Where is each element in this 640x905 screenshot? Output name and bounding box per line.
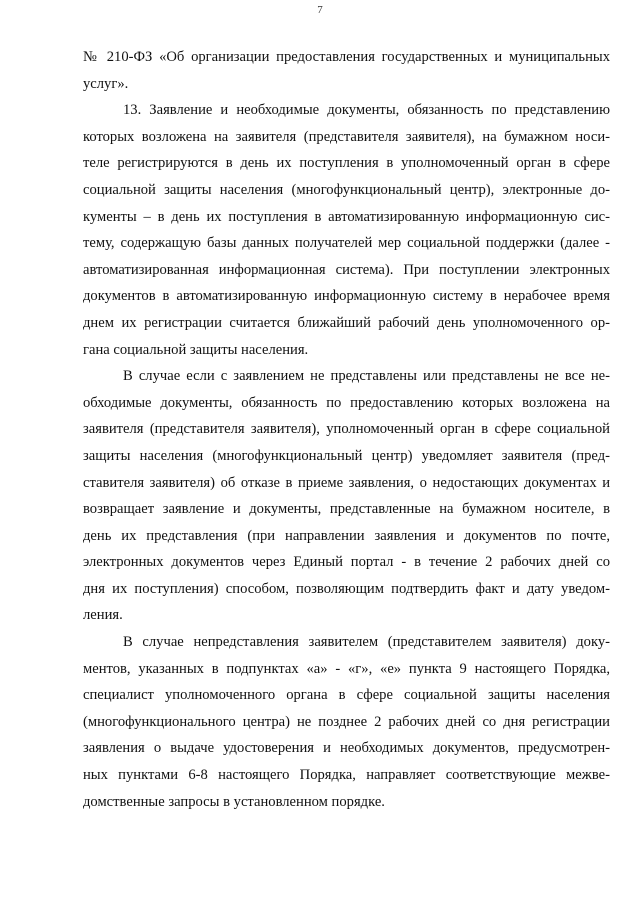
paragraph-interagency-requests xyxy=(83,629,610,815)
paragraph-law-reference xyxy=(83,44,610,97)
text-line: возвращает заявление и документы, представленные на бумажном носителе, в xyxy=(83,501,610,518)
text-line: специалист уполномоченного органа в сфере социальной защиты населения xyxy=(83,687,610,704)
text-line: электронных документов через Единый портал - в течение 2 рабочих дней со xyxy=(83,554,610,571)
page-number: 7 xyxy=(317,4,323,16)
text-line: ментов, указанных в подпунктах «а» - «г», «е» пункта 9 настоящего Порядка, xyxy=(83,660,610,677)
text-line: 13. Заявление и необходимые документы, обязанность по представлению xyxy=(123,102,610,119)
text-line: В случае непредставления заявителем (представителем заявителя) доку- xyxy=(123,634,610,651)
text-line: заявителя (представителя заявителя), уполномоченный орган в сфере социальной xyxy=(83,421,610,438)
paragraph-missing-documents xyxy=(83,363,610,629)
paragraph-item-13 xyxy=(83,97,610,363)
text-line: заявления о выдаче удостоверения и необходимых документов, предусмотрен- xyxy=(83,740,610,757)
text-line: В случае если с заявлением не представлены или представлены не все не- xyxy=(123,368,610,385)
text-line: теле регистрируются в день их поступления в уполномоченный орган в сфере xyxy=(83,155,610,172)
text-line: день их представления (при направлении заявления и документов по почте, xyxy=(83,527,610,544)
text-line: гана социальной защиты населения. xyxy=(83,341,309,358)
text-line: днем их регистрации считается ближайший рабочий день уполномоченного ор- xyxy=(83,314,610,331)
text-line: № 210-ФЗ «Об организации предоставления государственных и муниципальных xyxy=(83,49,610,65)
text-line: тему, содержащую базы данных получателей мер социальной поддержки (далее - xyxy=(83,235,610,252)
text-line: автоматизированная информационная система). При поступлении электронных xyxy=(83,261,610,278)
text-line: ных пунктами 6-8 настоящего Порядка, направляет соответствующие межве- xyxy=(83,767,610,784)
text-line: социальной защиты населения (многофункциональный центр), электронные до- xyxy=(83,181,610,198)
text-line: кументы – в день их поступления в автоматизированную информационную сис- xyxy=(83,208,610,225)
document-body xyxy=(83,44,610,815)
text-line: документов в автоматизированную информационную систему в нерабочее время xyxy=(83,288,610,305)
text-line: дня их поступления) способом, позволяющим подтвердить факт и дату уведом- xyxy=(83,580,610,597)
text-line: обходимые документы, обязанность по предоставлению которых возложена на xyxy=(83,394,610,411)
text-line: домственные запросы в установленном порядке. xyxy=(83,793,385,810)
text-line: ставителя заявителя) об отказе в приеме заявления, о недостающих документах и xyxy=(83,474,610,491)
text-line: ления. xyxy=(83,607,123,624)
text-line: (многофункционального центра) не позднее 2 рабочих дней со дня регистрации xyxy=(83,713,610,730)
text-line: защиты населения (многофункциональный центр) уведомляет заявителя (пред- xyxy=(83,447,610,464)
text-line: которых возложена на заявителя (представителя заявителя), на бумажном носи- xyxy=(83,128,610,145)
text-line: услуг». xyxy=(83,75,129,92)
